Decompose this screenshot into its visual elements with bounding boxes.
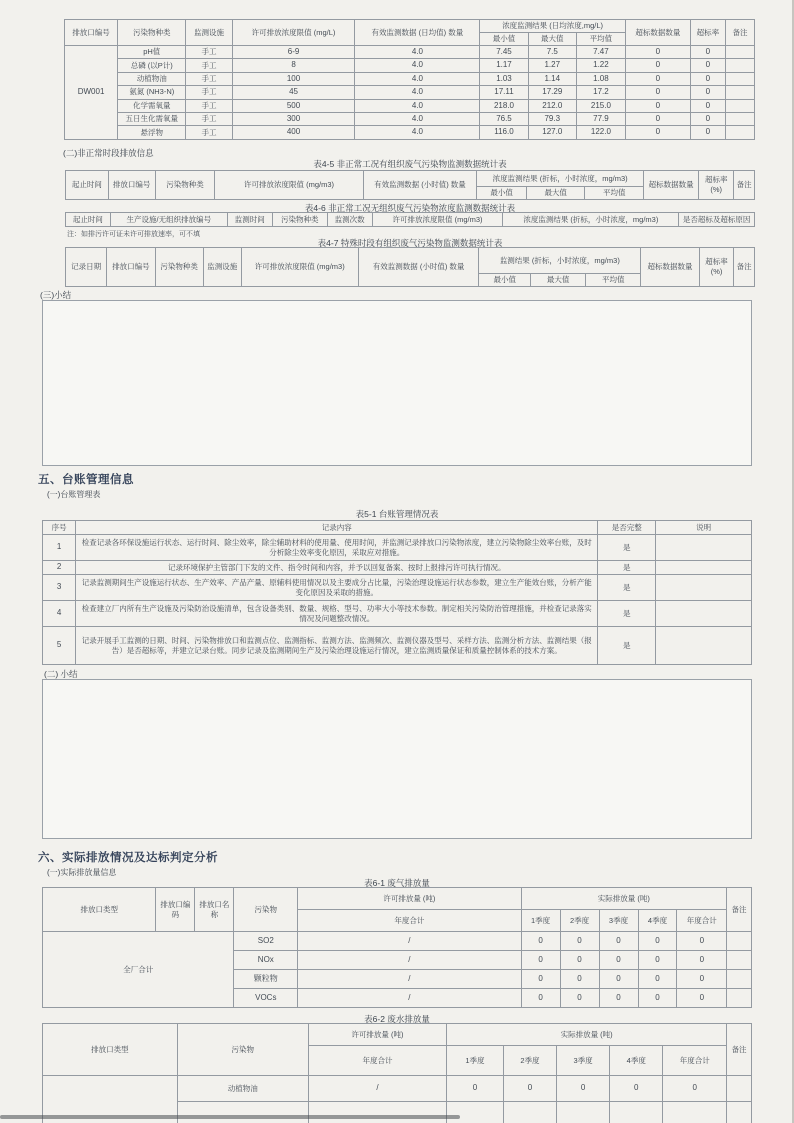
cell: SO2 bbox=[234, 932, 298, 951]
cell: 4.0 bbox=[355, 59, 480, 72]
column-header: 许可排放量 (吨) bbox=[298, 888, 521, 910]
wastewater-monitoring-table bbox=[64, 19, 755, 140]
cell: 1.22 bbox=[576, 59, 625, 72]
cell: / bbox=[298, 951, 521, 970]
cell: 是 bbox=[598, 575, 656, 601]
column-header: 浓度监测结果 (日均浓度,mg/L) bbox=[480, 20, 626, 33]
column-header: 4季度 bbox=[638, 910, 677, 932]
cell: 218.0 bbox=[480, 99, 528, 112]
table-row bbox=[65, 112, 755, 125]
column-header: 3季度 bbox=[599, 910, 638, 932]
column-header: 备注 bbox=[734, 248, 755, 287]
table-4-6-title: 表4-6 非正常工况无组织废气污染物浓度监测数据统计表 bbox=[304, 203, 516, 213]
cell: 检查建立厂内所有生产设施及污染防治设施清单，包含设备类别、数量、规格、型号、功率大小等技术参数。制定相关污染防治管理措施，并检查记录落实情况及问题整改情况。 bbox=[76, 601, 598, 627]
column-header: 许可排放量 (吨) bbox=[308, 1024, 446, 1046]
cell: 手工 bbox=[186, 112, 232, 125]
table-row bbox=[65, 126, 755, 139]
cell: 0 bbox=[677, 989, 727, 1008]
cell bbox=[725, 86, 754, 99]
cell: 0 bbox=[663, 1076, 727, 1102]
column-header: 排放口编码 bbox=[156, 888, 195, 932]
cell: 4.0 bbox=[355, 86, 480, 99]
column-header: 最小值 bbox=[477, 187, 527, 200]
column-header: 有效监测数据 (日均值) 数量 bbox=[355, 20, 480, 46]
section-heading-actual-emission: 六、实际排放情况及达标判定分析 bbox=[38, 852, 218, 864]
cell: 0 bbox=[560, 951, 599, 970]
cell: 17.2 bbox=[576, 86, 625, 99]
cell: 4.0 bbox=[355, 46, 480, 59]
cell bbox=[725, 46, 754, 59]
column-header: 排放口编号 bbox=[108, 171, 155, 200]
cell: 79.3 bbox=[528, 112, 576, 125]
column-header: 有效监测数据 (小时值) 数量 bbox=[363, 171, 477, 200]
cell: 是 bbox=[598, 627, 656, 665]
column-header: 年度合计 bbox=[308, 1046, 446, 1076]
ledger-management-table bbox=[42, 520, 752, 665]
section-label-abnormal-period: (二)非正常时段排放信息 bbox=[63, 148, 154, 158]
column-header: 生产设施/无组织排放编号 bbox=[110, 213, 227, 227]
cell: 215.0 bbox=[576, 99, 625, 112]
cell: 45 bbox=[232, 86, 355, 99]
cell: 0 bbox=[625, 46, 690, 59]
cell bbox=[725, 99, 754, 112]
cell: 400 bbox=[232, 126, 355, 139]
cell bbox=[656, 627, 752, 665]
cell: 0 bbox=[610, 1076, 663, 1102]
cell: 手工 bbox=[186, 59, 232, 72]
cell: 0 bbox=[677, 951, 727, 970]
column-header: 平均值 bbox=[585, 187, 644, 200]
cell: 0 bbox=[690, 72, 725, 85]
cell bbox=[656, 561, 752, 575]
cell: / bbox=[298, 932, 521, 951]
cell: 0 bbox=[690, 59, 725, 72]
column-header: 序号 bbox=[43, 521, 76, 535]
cell: 0 bbox=[557, 1076, 610, 1102]
cell: 1.17 bbox=[480, 59, 528, 72]
column-header: 污染物 bbox=[177, 1024, 308, 1076]
cell: 1.08 bbox=[576, 72, 625, 85]
column-header: 年度合计 bbox=[663, 1046, 727, 1076]
table-header-row bbox=[66, 213, 755, 227]
column-header: 3季度 bbox=[557, 1046, 610, 1076]
cell: 0 bbox=[677, 932, 727, 951]
cell: 0 bbox=[638, 932, 677, 951]
cell: 1.03 bbox=[480, 72, 528, 85]
column-header: 是否完整 bbox=[598, 521, 656, 535]
cell: 0 bbox=[599, 932, 638, 951]
cell: 7.47 bbox=[576, 46, 625, 59]
cell: 0 bbox=[521, 989, 560, 1008]
cell: 手工 bbox=[186, 99, 232, 112]
column-header: 许可排放浓度限值 (mg/m3) bbox=[372, 213, 503, 227]
column-header: 最大值 bbox=[526, 187, 585, 200]
cell: 0 bbox=[638, 951, 677, 970]
column-header: 1季度 bbox=[447, 1046, 504, 1076]
table-header-row bbox=[66, 248, 755, 274]
cell bbox=[727, 989, 752, 1008]
cell: 4.0 bbox=[355, 126, 480, 139]
cell: 8 bbox=[232, 59, 355, 72]
cell bbox=[447, 1102, 504, 1123]
column-header: 备注 bbox=[727, 1024, 752, 1076]
cell: 总磷 (以P计) bbox=[118, 59, 186, 72]
column-header: 是否超标及超标原因 bbox=[679, 213, 755, 227]
cell: 是 bbox=[598, 535, 656, 561]
column-header: 超标数据数量 bbox=[641, 248, 700, 287]
cell: 300 bbox=[232, 112, 355, 125]
subsection-label-ledger-table: (一)台账管理表 bbox=[47, 490, 101, 499]
cell: 4.0 bbox=[355, 72, 480, 85]
cell: 是 bbox=[598, 601, 656, 627]
cell: 手工 bbox=[186, 126, 232, 139]
column-header: 起止时间 bbox=[66, 171, 109, 200]
column-header: 排放口类型 bbox=[43, 888, 156, 932]
column-header: 平均值 bbox=[586, 274, 641, 287]
column-header: 说明 bbox=[656, 521, 752, 535]
summary-box-empty bbox=[42, 300, 752, 466]
cell: 4.0 bbox=[355, 99, 480, 112]
column-header: 2季度 bbox=[560, 910, 599, 932]
table-header-row bbox=[65, 20, 755, 33]
column-header: 监测次数 bbox=[327, 213, 372, 227]
cell: pH值 bbox=[118, 46, 186, 59]
cell: 记录监测期间生产设施运行状态、生产效率、产品产量、原辅料使用情况以及主要成分占比量，污染治理设施运行状态参数，建立生产能效台账，分析产能变化原因及采取的措施。 bbox=[76, 575, 598, 601]
table-header-row bbox=[43, 888, 752, 910]
column-header: 许可排放浓度限值 (mg/m3) bbox=[241, 248, 358, 287]
section-label-summary-3: (三)小结 bbox=[40, 290, 72, 300]
gas-emission-amount-table bbox=[42, 887, 752, 1008]
cell: 127.0 bbox=[528, 126, 576, 139]
cell: 检查记录各环保设施运行状态、运行时间、除尘效率，除尘辅助材料的使用量、使用时间，并监测记录排放口污染物浓度，建立污染物除尘效率台账，及时分析除尘效率变化原因，采取应对措施。 bbox=[76, 535, 598, 561]
cell: 0 bbox=[625, 99, 690, 112]
table-row bbox=[43, 561, 752, 575]
cell: 0 bbox=[677, 970, 727, 989]
cell bbox=[727, 1076, 752, 1102]
column-header: 年度合计 bbox=[298, 910, 521, 932]
column-header: 4季度 bbox=[610, 1046, 663, 1076]
column-header: 最小值 bbox=[479, 274, 531, 287]
column-header: 有效监测数据 (小时值) 数量 bbox=[358, 248, 479, 287]
cell: 3 bbox=[43, 575, 76, 601]
cell: 122.0 bbox=[576, 126, 625, 139]
cell bbox=[656, 601, 752, 627]
column-header: 污染物种类 bbox=[155, 248, 203, 287]
cell: / bbox=[308, 1076, 446, 1102]
cell: 1.27 bbox=[528, 59, 576, 72]
cell: 4.0 bbox=[355, 112, 480, 125]
cell: 7.45 bbox=[480, 46, 528, 59]
cell: 动植物油 bbox=[118, 72, 186, 85]
table-row bbox=[65, 86, 755, 99]
column-header: 2季度 bbox=[503, 1046, 556, 1076]
scan-artifact-bottom bbox=[0, 1115, 460, 1119]
cell: 17.11 bbox=[480, 86, 528, 99]
column-header: 超标率 bbox=[690, 20, 725, 46]
cell: 0 bbox=[690, 46, 725, 59]
column-header: 超标数据数量 bbox=[625, 20, 690, 46]
cell: 1 bbox=[43, 535, 76, 561]
cell: 2 bbox=[43, 561, 76, 575]
table-6-1-title: 表6-1 废气排放量 bbox=[364, 878, 430, 888]
column-header: 监测时间 bbox=[227, 213, 272, 227]
cell: 0 bbox=[599, 970, 638, 989]
column-header: 监测设施 bbox=[186, 20, 232, 46]
table-header-row bbox=[43, 1024, 752, 1046]
subsection-label-actual-emission: (一)实际排放量信息 bbox=[47, 868, 117, 877]
cell: 0 bbox=[690, 99, 725, 112]
cell: 7.5 bbox=[528, 46, 576, 59]
column-header: 备注 bbox=[734, 171, 755, 200]
cell: 500 bbox=[232, 99, 355, 112]
cell: 0 bbox=[625, 126, 690, 139]
column-header: 污染物 bbox=[234, 888, 298, 932]
cell: 悬浮物 bbox=[118, 126, 186, 139]
cell bbox=[557, 1102, 610, 1123]
column-header: 超标率(%) bbox=[699, 171, 734, 200]
column-header: 记录日期 bbox=[66, 248, 107, 287]
column-header: 监测结果 (折标，小时浓度，mg/m3) bbox=[479, 248, 641, 274]
column-header: 备注 bbox=[725, 20, 754, 46]
column-header: 超标数据数量 bbox=[644, 171, 699, 200]
cell: 0 bbox=[690, 126, 725, 139]
column-header: 排放口编号 bbox=[65, 20, 118, 46]
cell: 记录开展手工监测的日期、时间、污染物排放口和监测点位、监测指标、监测方法、监测频次、监测仪器及型号、采样方法、监测分析方法、监测结果（报告）是否超标等，并建立记录台账。同步记录及监测期间生产及污染治理设施运行情况，建立监测质量保证和质量控制体系的技术方案。 bbox=[76, 627, 598, 665]
cell bbox=[663, 1102, 727, 1123]
cell: 6-9 bbox=[232, 46, 355, 59]
cell: 0 bbox=[625, 112, 690, 125]
cell: 4 bbox=[43, 601, 76, 627]
table-row bbox=[43, 575, 752, 601]
table-6-2-title: 表6-2 废水排放量 bbox=[364, 1014, 430, 1024]
cell bbox=[656, 535, 752, 561]
column-header: 1季度 bbox=[521, 910, 560, 932]
column-header: 起止时间 bbox=[66, 213, 111, 227]
cell: 手工 bbox=[186, 72, 232, 85]
cell: / bbox=[298, 989, 521, 1008]
table-4-6-footnote: 注：如排污许可证未许可排放速率，可不填 bbox=[67, 231, 200, 238]
table-5-1-title: 表5-1 台账管理情况表 bbox=[355, 509, 439, 519]
cell: 动植物油 bbox=[177, 1076, 308, 1102]
cell bbox=[177, 1102, 308, 1123]
section-label-summary-2: (二) 小结 bbox=[44, 669, 78, 679]
cell bbox=[610, 1102, 663, 1123]
cell: 手工 bbox=[186, 46, 232, 59]
cell: 0 bbox=[638, 970, 677, 989]
column-header: 浓度监测结果 (折标，小时浓度，mg/m3) bbox=[503, 213, 679, 227]
column-header: 超标率 (%) bbox=[699, 248, 733, 287]
cell: 化学需氧量 bbox=[118, 99, 186, 112]
cell bbox=[503, 1102, 556, 1123]
cell: 100 bbox=[232, 72, 355, 85]
cell: 五日生化需氧量 bbox=[118, 112, 186, 125]
section-heading-ledger: 五、台账管理信息 bbox=[38, 474, 134, 486]
column-header: 实际排放量 (吨) bbox=[447, 1024, 727, 1046]
cell: 0 bbox=[521, 970, 560, 989]
cell: 116.0 bbox=[480, 126, 528, 139]
column-header: 污染物种类 bbox=[272, 213, 327, 227]
table-row bbox=[65, 99, 755, 112]
table-row bbox=[43, 601, 752, 627]
column-header: 平均值 bbox=[576, 33, 625, 46]
cell bbox=[725, 126, 754, 139]
column-header: 污染物种类 bbox=[118, 20, 186, 46]
column-header: 备注 bbox=[727, 888, 752, 932]
cell: / bbox=[298, 970, 521, 989]
table-header-row bbox=[43, 521, 752, 535]
cell: 0 bbox=[503, 1076, 556, 1102]
cell: NOx bbox=[234, 951, 298, 970]
cell: 记录环境保护主管部门下发的文件、指令时间和内容，并予以回复备案、按时上报排污许可执行情况。 bbox=[76, 561, 598, 575]
column-header: 实际排放量 (吨) bbox=[521, 888, 727, 910]
outlet-id-cell: DW001 bbox=[65, 46, 118, 140]
cell: 0 bbox=[599, 951, 638, 970]
table-row bbox=[43, 535, 752, 561]
cell: 0 bbox=[521, 932, 560, 951]
cell bbox=[727, 932, 752, 951]
cell: 0 bbox=[690, 86, 725, 99]
cell: 77.9 bbox=[576, 112, 625, 125]
cell: 212.0 bbox=[528, 99, 576, 112]
cell: 0 bbox=[625, 86, 690, 99]
cell: 手工 bbox=[186, 86, 232, 99]
cell bbox=[727, 970, 752, 989]
cell bbox=[727, 1102, 752, 1123]
column-header: 排放口名称 bbox=[195, 888, 234, 932]
cell: 5 bbox=[43, 627, 76, 665]
table-row bbox=[65, 72, 755, 85]
column-header: 记录内容 bbox=[76, 521, 598, 535]
table-row bbox=[43, 1076, 752, 1102]
cell bbox=[725, 72, 754, 85]
cell: 76.5 bbox=[480, 112, 528, 125]
abnormal-organized-gas-table bbox=[65, 170, 755, 200]
cell: 0 bbox=[560, 932, 599, 951]
special-period-gas-table bbox=[65, 247, 755, 287]
cell bbox=[656, 575, 752, 601]
cell: 0 bbox=[521, 951, 560, 970]
cell: 17.29 bbox=[528, 86, 576, 99]
cell: VOCs bbox=[234, 989, 298, 1008]
column-header: 排放口类型 bbox=[43, 1024, 178, 1076]
cell: 0 bbox=[625, 72, 690, 85]
column-header: 浓度监测结果 (折标，小时浓度，mg/m3) bbox=[477, 171, 644, 187]
cell: 0 bbox=[625, 59, 690, 72]
cell: 0 bbox=[560, 970, 599, 989]
summary-box-empty bbox=[42, 679, 752, 839]
table-header-row bbox=[66, 171, 755, 187]
table-row bbox=[65, 46, 755, 59]
cell: 0 bbox=[638, 989, 677, 1008]
plant-total-cell: 全厂合计 bbox=[43, 932, 234, 1008]
cell bbox=[725, 112, 754, 125]
cell: 0 bbox=[560, 989, 599, 1008]
column-header: 排放口编号 bbox=[107, 248, 155, 287]
column-header: 许可排放浓度限值 (mg/m3) bbox=[215, 171, 363, 200]
table-row bbox=[65, 59, 755, 72]
column-header: 最大值 bbox=[531, 274, 586, 287]
wastewater-emission-amount-table bbox=[42, 1023, 752, 1123]
table-4-7-title: 表4-7 特殊时段有组织废气污染物监测数据统计表 bbox=[317, 238, 503, 248]
column-header: 污染物种类 bbox=[155, 171, 215, 200]
cell: 氨氮 (NH3-N) bbox=[118, 86, 186, 99]
cell bbox=[725, 59, 754, 72]
table-4-5-title: 表4-5 非正常工况有组织废气污染物监测数据统计表 bbox=[313, 159, 507, 169]
cell: 1.14 bbox=[528, 72, 576, 85]
column-header: 年度合计 bbox=[677, 910, 727, 932]
cell: 0 bbox=[690, 112, 725, 125]
cell: 是 bbox=[598, 561, 656, 575]
column-header: 监测设施 bbox=[203, 248, 241, 287]
column-header: 最大值 bbox=[528, 33, 576, 46]
cell: 0 bbox=[447, 1076, 504, 1102]
cell bbox=[308, 1102, 446, 1123]
cell: 颗粒物 bbox=[234, 970, 298, 989]
column-header: 许可排放浓度限值 (mg/L) bbox=[232, 20, 355, 46]
cell bbox=[727, 951, 752, 970]
table-row bbox=[43, 932, 752, 951]
column-header: 最小值 bbox=[480, 33, 528, 46]
cell: 0 bbox=[599, 989, 638, 1008]
abnormal-fugitive-gas-table bbox=[65, 212, 755, 227]
table-row bbox=[43, 627, 752, 665]
